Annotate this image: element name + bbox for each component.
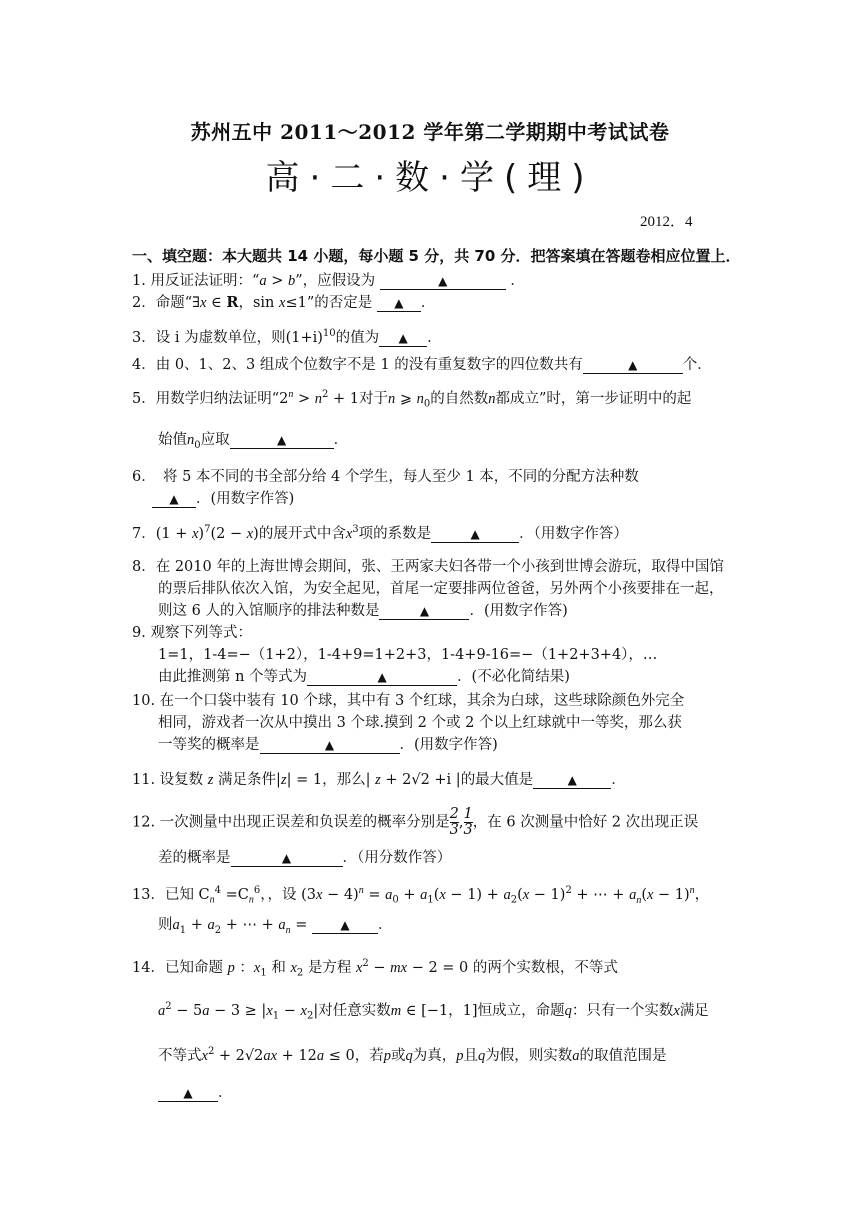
- question-13: 13．已知 $C_n^4 =C_n^6$，，设 $(3x - 4)^n = a_0 + a_1(x - 1) + a_2(x - 1)^2$ + ⋯ + $a_n(x - 1)^n$，: [132, 885, 710, 906]
- answer-blank[interactable]: ▲: [312, 917, 378, 934]
- question-5-cont: 始值$n_0$应取 ▲ ．: [158, 432, 349, 451]
- question-14-line4: ▲ ．: [132, 1082, 734, 1104]
- answer-blank[interactable]: ▲: [377, 295, 421, 312]
- question-14-line2: $a^2 - 5a - 3 \ge |x_1 - x_2|$对任意实数m ∈ [−1，1]恒成立，命题q：只有一个实数x满足: [158, 1001, 709, 1022]
- answer-blank[interactable]: ▲: [152, 491, 196, 508]
- question-6-cont: ▲ ．(用数字作答): [132, 488, 734, 510]
- question-3: 3．设 i 为虚数单位，则$(1+i)^{10}$的值为 ▲ ．: [132, 328, 442, 346]
- question-2: 2．命题“∃x ∈ R，sin x≤1”的否定是 ▲ ．: [132, 294, 436, 311]
- answer-blank[interactable]: ▲: [380, 273, 506, 290]
- question-12: 12. 一次测量中出现正误差和负误差的概率分别是 $\frac{2}{3}$ , $\frac{1}{3}$ ，在 6 次测量中恰好 2 次出现正误: [132, 806, 699, 838]
- question-10: 10. 在一个口袋中装有 10 个球，其中有 3 个红球，其余为白球，这些球除颜色外完全 相同，游戏者一次从中摸出 3 个球.摸到 2 个或 2 个以上红球就中一等奖，那么获 一等奖的概率是 ▲ ．(用数字作答): [132, 693, 685, 753]
- question-14: 14．已知命题 p ：$x_1$ 和 $x_2$ 是方程 $x^2$ − mx − 2 = 0 的两个实数根，不等式: [132, 958, 618, 979]
- question-1: 1. 用反证法证明：“a > b”，应假设为 ▲ ．: [132, 273, 525, 289]
- school-title: 苏州五中 2011～2012 学年第二学期期中考试试卷: [190, 120, 670, 144]
- subject-title: 高·二·数·学(理): [265, 158, 595, 198]
- question-9: 9. 观察下列等式： 1=1，1-4=−（1+2），1-4+9=1+2+3，1-4+9-16=−（1+2+3+4），… 由此推测第 n 个等式为 ▲ ．(不必化简结果): [132, 625, 658, 685]
- answer-blank[interactable]: ▲: [431, 526, 519, 543]
- answer-blank[interactable]: ▲: [260, 737, 400, 754]
- question-6: 6． 将 5 本不同的书全部分给 4 个学生，每人至少 1 本，不同的分配方法种数: [132, 469, 639, 485]
- answer-blank[interactable]: ▲: [379, 603, 469, 620]
- question-8: 8．在 2010 年的上海世博会期间，张、王两家夫妇各带一个小孩到世博会游玩，取得中国馆 的票后排队依次入馆，为安全起见，首尾一定要排两位爸爸，另外两个小孩要排在一起， 则这 6 人的入馆顺序的排法种数是 ▲ ．(用数字作答): [132, 559, 724, 619]
- question-4: 4．由 0、1、2、3 组成个位数字不是 1 的没有重复数字的四位数共有 ▲ 个．: [132, 357, 712, 373]
- answer-blank[interactable]: ▲: [230, 432, 334, 449]
- exam-date: 2012．4: [640, 214, 693, 230]
- answer-blank[interactable]: ▲: [533, 772, 611, 789]
- answer-blank[interactable]: ▲: [158, 1085, 218, 1102]
- question-11: 11. 设复数 z 满足条件|z| = 1，那么| z + 2√2 +i |的最大值是 ▲ ．: [132, 772, 626, 788]
- answer-blank[interactable]: ▲: [231, 850, 343, 867]
- answer-blank[interactable]: ▲: [307, 669, 457, 686]
- question-14-line3: 不等式$x^2 + 2√2ax + 12a \le 0$，若p或q为真，p且q为假，则实数a的取值范围是: [158, 1046, 667, 1064]
- question-13-cont: 则$a_1 + a_2$ + ⋯ + $a_n$ = ▲ ．: [158, 917, 393, 936]
- question-12-cont: 差的概率是 ▲ ．（用分数作答）: [158, 850, 452, 866]
- question-5: 5．用数学归纳法证明“$2^n > n^2 + 1$对于n ⩾ $n_0$的自然数n都成立”时，第一步证明中的起: [132, 389, 692, 410]
- question-7: 7．$(1 + x)^7(2 - x)$的展开式中含$x^3$项的系数是 ▲ ．（用数字作答）: [132, 524, 628, 542]
- answer-blank[interactable]: ▲: [379, 330, 427, 347]
- answer-blank[interactable]: ▲: [583, 357, 683, 374]
- section-heading: 一、填空题：本大题共 14 小题，每小题 5 分，共 70 分．把答案填在答题卷相应位置上．: [132, 247, 741, 265]
